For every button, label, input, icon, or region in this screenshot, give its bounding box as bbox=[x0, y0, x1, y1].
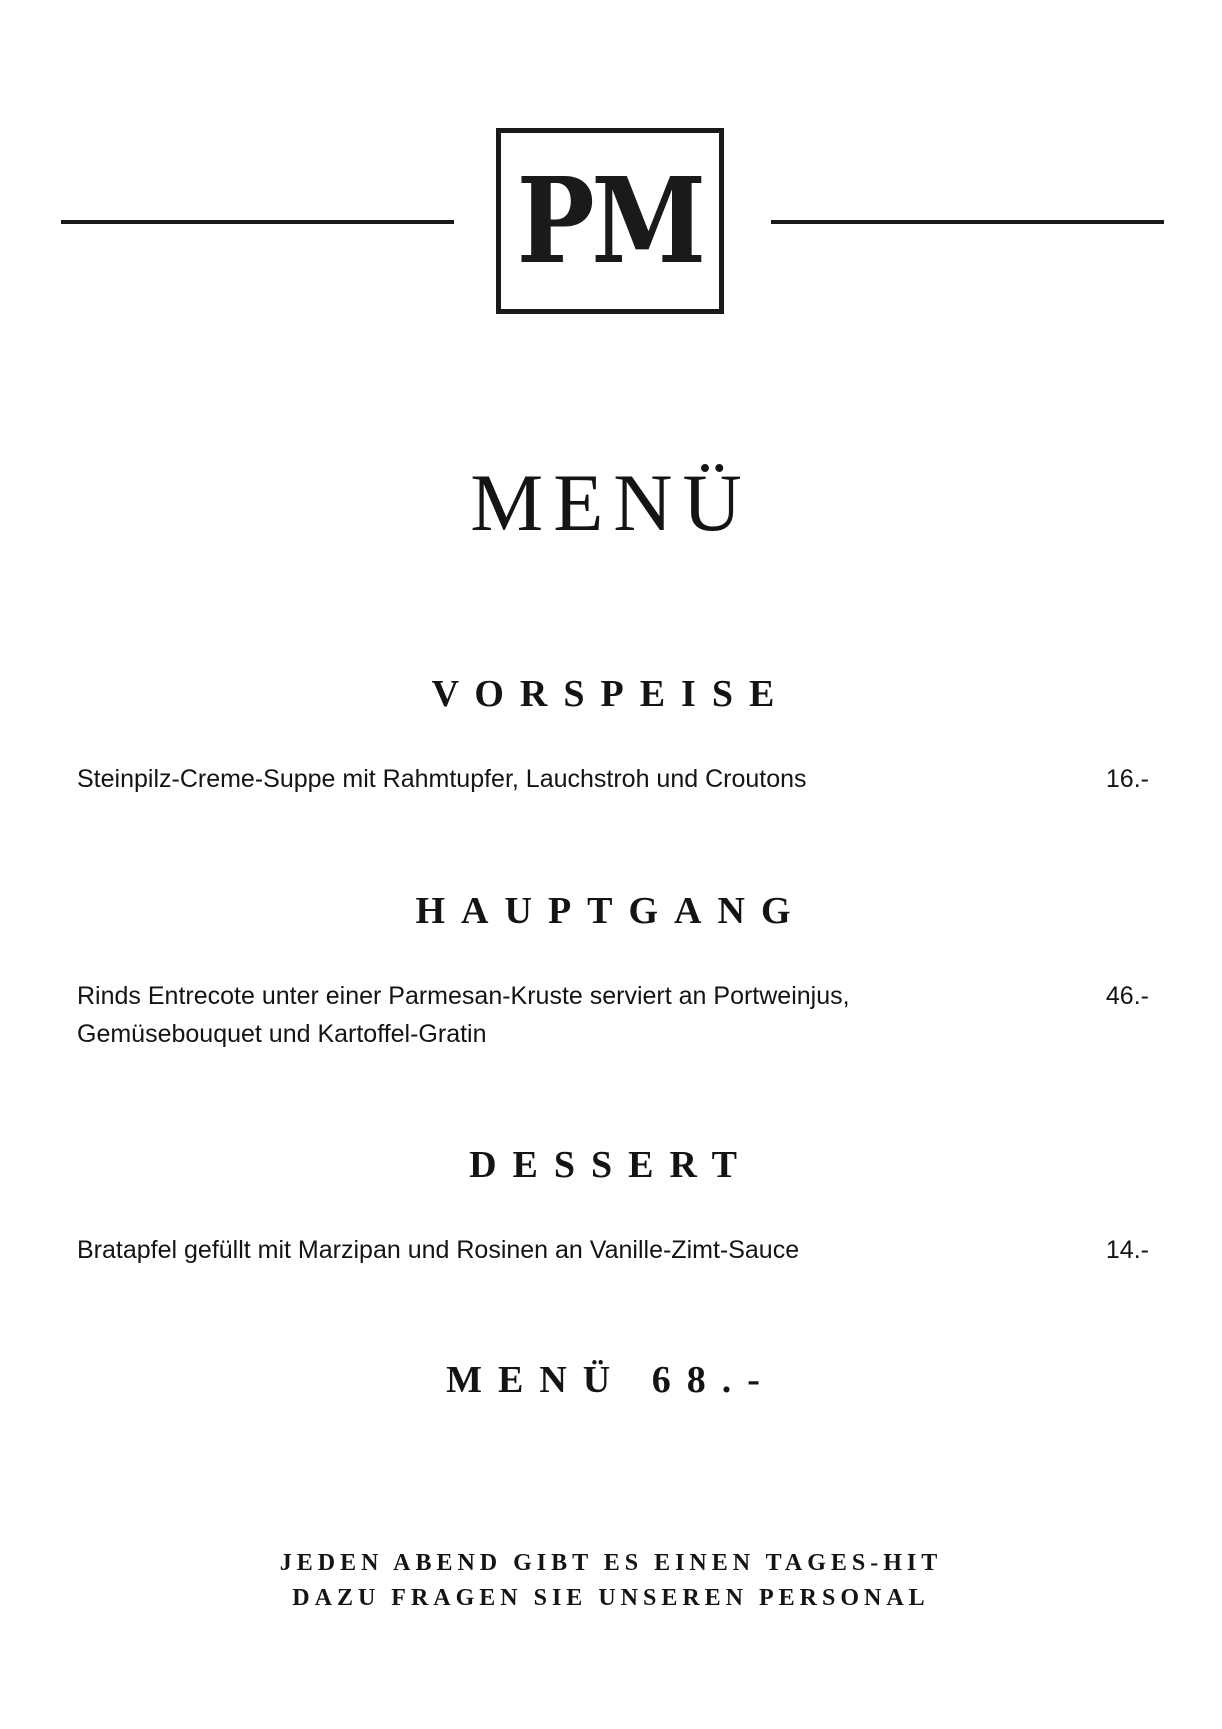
dish-hauptgang bbox=[77, 977, 937, 1053]
section-heading-dessert: DESSERT bbox=[469, 1144, 753, 1186]
header-rule-left bbox=[61, 220, 454, 224]
footer-note-line-1: JEDEN ABEND GIBT ES EINEN TAGES-HIT bbox=[279, 1550, 943, 1576]
menu-total-price: MENÜ 68.- bbox=[446, 1359, 776, 1401]
footer-note-line-2: DAZU FRAGEN SIE UNSEREN PERSONAL bbox=[292, 1585, 930, 1611]
logo bbox=[496, 128, 724, 314]
logo-text: PM bbox=[516, 151, 703, 290]
dish-line: Steinpilz-Creme-Suppe mit Rahmtupfer, Lauchstroh und Croutons bbox=[77, 765, 807, 793]
dish-line: Rinds Entrecote unter einer Parmesan-Kruste serviert an Portweinjus, bbox=[77, 982, 850, 1010]
page-title: MENÜ bbox=[470, 457, 752, 548]
price-hauptgang: 46.- bbox=[1105, 982, 1149, 1010]
price-vorspeise: 16.- bbox=[1105, 765, 1149, 793]
header-rule-right bbox=[771, 220, 1164, 224]
section-heading-vorspeise: VORSPEISE bbox=[431, 673, 791, 715]
section-heading-hauptgang: HAUPTGANG bbox=[415, 890, 807, 932]
dish-line: Gemüsebouquet und Kartoffel-Gratin bbox=[77, 1020, 487, 1048]
dish-vorspeise bbox=[77, 760, 937, 798]
price-dessert: 14.- bbox=[1105, 1236, 1149, 1264]
dish-line: Bratapfel gefüllt mit Marzipan und Rosinen an Vanille-Zimt-Sauce bbox=[77, 1236, 800, 1264]
dish-dessert bbox=[77, 1231, 937, 1269]
